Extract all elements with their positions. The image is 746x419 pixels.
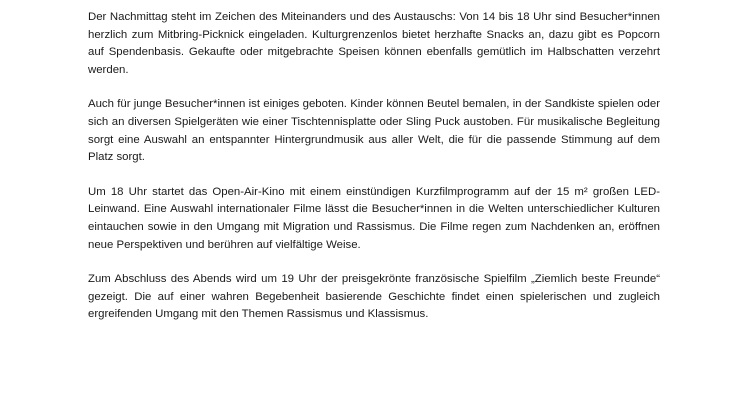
paragraph-kids-music: Auch für junge Besucher*innen ist einiges geboten. Kinder können Beutel bemalen, in der Sandkiste spielen oder sich an diversen Spielgeräten wie einer Tischtennisplatte oder Sling Puck austoben. Für musikalische Begleitung sorgt eine Auswahl an entspannter Hintergrundmusik aus aller Welt, die für die passende Stimmung auf dem Platz sorgt.: [88, 98, 660, 164]
paragraph-picnic: Der Nachmittag steht im Zeichen des Miteinanders und des Austauschs: Von 14 bis 18 Uhr sind Besucher*innen herzlich zum Mitbring-Picknick eingeladen. Kulturgrenzenlos bietet herzhafte Snacks an, dazu gibt es Popcorn auf Spendenbasis. Gekaufte oder mitgebrachte Speisen können ebenfalls gemütlich im Halbschatten verzehrt werden.: [88, 11, 660, 76]
paragraph-open-air-cinema: Um 18 Uhr startet das Open-Air-Kino mit einem einstündigen Kurzfilmprogramm auf der 15 m² großen LED-Leinwand. Eine Auswahl internationaler Filme lässt die Besucher*innen in die Welten unterschiedlicher Kulturen eintauchen sowie in den Umgang mit Migration und Rassismus. Die Filme regen zum Nachdenken an, eröffnen neue Perspektiven und berühren auf vielfältige Weise.: [88, 185, 660, 251]
document-page: [88, 9, 660, 324]
paragraph-feature-film: Zum Abschluss des Abends wird um 19 Uhr der preisgekrönte französische Spielfilm „Ziemlich beste Freunde“ gezeigt. Die auf einer wahren Begebenheit basierende Geschichte findet einen spielerischen und zugleich ergreifenden Umgang mit den Themen Rassismus und Klassismus.: [88, 273, 660, 321]
